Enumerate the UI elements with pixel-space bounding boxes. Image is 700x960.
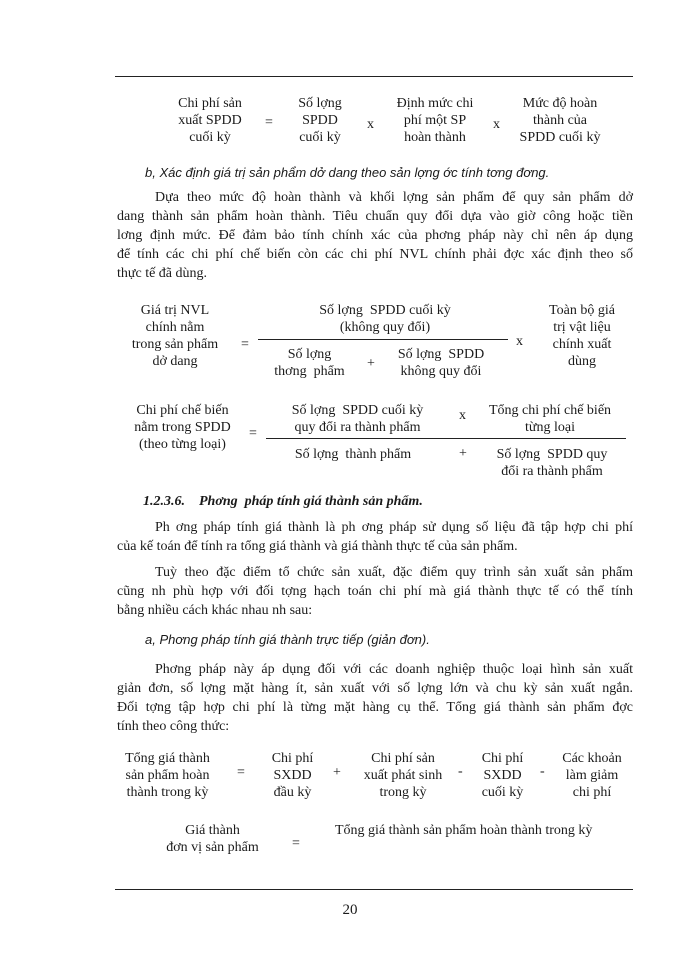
paragraph-line: giản đơn, số lợng mặt hàng ít, sản xuất với số lợng lớn và chu kỳ sản xuất ngắn.	[117, 681, 633, 696]
f2-plus: +	[367, 356, 375, 371]
paragraph-depending	[117, 563, 633, 620]
heading-a: a, Phơng pháp tính giá thành trực tiếp (giản đơn).	[145, 632, 430, 647]
header-rule	[115, 76, 633, 77]
f3-times: x	[459, 408, 466, 423]
f5-left: Giá thành đơn vị sản phẩm	[166, 823, 259, 855]
f4-minus-1: -	[458, 764, 463, 779]
paragraph-line: lơng định mức. Để đảm bảo tính chính xác của phơng pháp này chỉ nên áp dụng	[117, 228, 633, 243]
f5-right: Tổng giá thành sản phẩm hoàn thành trong kỳ	[335, 823, 593, 838]
f1-times-2: x	[493, 117, 500, 132]
paragraph-line: Đối tợng tập hợp chi phí là từng mặt hàng cụ thể. Tổng giá thành sản phẩm đợc	[117, 700, 633, 715]
paragraph-line: thực tế đã dùng.	[117, 266, 208, 281]
f2-den-wip: Số lợng SPDD không quy đổi	[397, 347, 485, 379]
paragraph-line: Tuỳ theo đặc điểm tổ chức sản xuất, đặc điểm quy trình sản xuất sản phẩm	[155, 565, 633, 580]
f2-equals: =	[241, 337, 249, 352]
f2-times: x	[516, 334, 523, 349]
f4-equals: =	[237, 765, 245, 780]
f4-opening-wip: Chi phí SXDD đầu kỳ	[271, 751, 314, 800]
f1-equals: =	[265, 115, 273, 130]
section-heading: 1.2.3.6. Phơng pháp tính giá thành sản phẩm.	[143, 494, 423, 509]
footer-rule	[115, 889, 633, 890]
paragraph-equivalent-units	[117, 188, 633, 283]
paragraph-costing-method	[117, 518, 633, 556]
f3-num-qty: Số lợng SPDD cuối kỳ quy đổi ra thành phẩm	[291, 403, 424, 435]
f3-fraction-bar	[266, 438, 626, 439]
f3-plus: +	[459, 446, 467, 461]
f1-times-1: x	[367, 117, 374, 132]
f2-numerator: Số lợng SPDD cuối kỳ (không quy đổi)	[319, 303, 451, 335]
f1-term-qty: Số lợng SPDD cuối kỳ	[298, 96, 342, 145]
f4-plus: +	[333, 765, 341, 780]
f1-term-norm: Định mức chi phí một SP hoàn thành	[396, 96, 474, 145]
paragraph-line: của kế toán để tính ra tổng giá thành và giá thành thực tế của sản phẩm.	[117, 539, 518, 554]
f1-term-cost: Chi phí sản xuất SPDD cuối kỳ	[178, 96, 242, 145]
paragraph-line: tính theo công thức:	[117, 719, 230, 734]
f2-fraction-bar	[258, 339, 508, 340]
paragraph-line: cũng nh phù hợp với đối tợng hạch toán chi phí mà giá thành thực tế có thể tính	[117, 584, 633, 599]
f4-reductions: Các khoản làm giảm chi phí	[562, 751, 622, 800]
f3-equals: =	[249, 426, 257, 441]
heading-b: b, Xác định giá trị sản phẩm dở dang theo sản lợng ớc tính tơng đơng.	[145, 165, 550, 180]
f2-right: Toàn bộ giá trị vật liệu chính xuất dùng	[549, 303, 615, 369]
f2-left: Giá trị NVL chính nằm trong sản phẩm dở dang	[131, 303, 219, 369]
f3-den-wip: Số lợng SPDD quy đổi ra thành phẩm	[496, 447, 608, 479]
f3-left: Chi phí chế biến nằm trong SPDD (theo từng loại)	[134, 403, 231, 452]
f1-term-completion: Mức độ hoàn thành của SPDD cuối kỳ	[519, 96, 601, 145]
paragraph-line: Ph ơng pháp tính giá thành là ph ơng pháp sử dụng số liệu đã tập hợp chi phí	[155, 520, 633, 535]
f4-minus-2: -	[540, 764, 545, 779]
f4-total: Tổng giá thành sản phẩm hoàn thành trong kỳ	[125, 751, 210, 800]
paragraph-direct-method	[117, 660, 633, 736]
paragraph-line: Dựa theo mức độ hoàn thành và khối lợng sản phẩm để quy sản phẩm dở	[155, 190, 633, 205]
f2-den-finished: Số lợng thơng phẩm	[274, 347, 345, 379]
f4-closing-wip: Chi phí SXDD cuối kỳ	[481, 751, 524, 800]
paragraph-line: để tính các chi phí chế biến còn các chi phí NVL chính phải đợc xác định theo số	[117, 247, 633, 262]
f4-period-cost: Chi phí sản xuất phát sinh trong kỳ	[363, 751, 443, 800]
page-number: 20	[342, 902, 358, 918]
paragraph-line: dang thành sản phẩm hoàn thành. Tiêu chuẩn quy đổi dựa vào giờ công hoặc tiền	[117, 209, 633, 224]
f3-den-finished: Số lợng thành phẩm	[294, 447, 412, 462]
paragraph-line: Phơng pháp này áp dụng đối với các doanh nghiệp thuộc loại hình sản xuất	[155, 662, 633, 677]
f5-equals: =	[292, 836, 300, 851]
f3-num-cost: Tổng chi phí chế biến từng loại	[488, 403, 612, 435]
paragraph-line: bằng nhiều cách khác nhau nh sau:	[117, 603, 313, 618]
